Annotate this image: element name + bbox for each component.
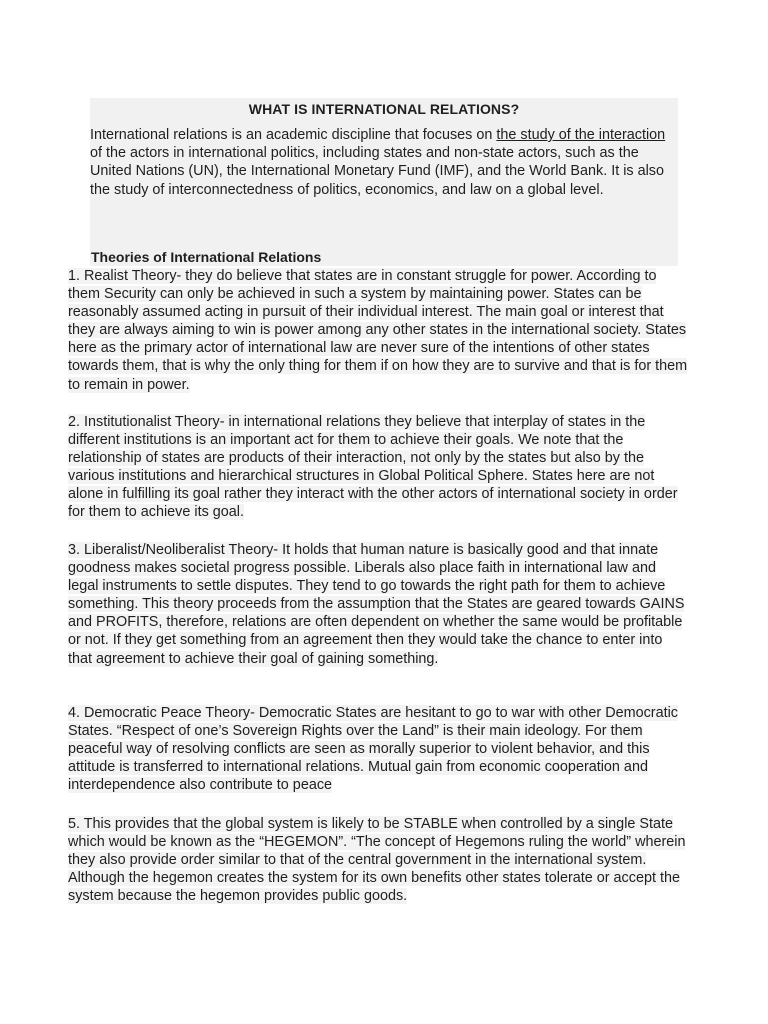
paragraph-text: 2. Institutionalist Theory- in international relations they believe that interplay of states in the different institutions is an important act for them to achieve their goals. We note that the relationship of states are products of their interaction, not only by the states but also by the various institutions and hierarchical structures in Global Political Sphere. States here are not alone in fulfilling its goal rather they interact with the other actors of international society in order for them to achieve its goal. [68,414,678,521]
paragraph-hegemonic-stability [68,815,688,905]
paragraph-institutionalist-theory [68,413,688,522]
paragraph-text: 5. This provides that the global system is likely to be STABLE when controlled by a single State which would be known as the “HEGEMON”. “The concept of Hegemons ruling the world” wherein they also provide order similar to that of the central government in the international system. Although the hegemon creates the system for its own benefits other states tolerate or accept the system because the hegemon provides public goods. [68,816,686,905]
paragraph-realist-theory [68,267,688,394]
intro-text-before: International relations is an academic discipline that focuses on [90,127,497,143]
paragraph-democratic-peace-theory [68,704,688,794]
theories-heading: Theories of International Relations [91,249,322,265]
paragraph-text: 1. Realist Theory- they do believe that states are in constant struggle for power. According to them Security can only be achieved in such a system by maintaining power. States can be reasonably assumed acting in pursuit of their individual interest. The main goal or interest that they are always aiming to win is power among any other states in the international society. States here as the primary actor of international law are never sure of the intentions of other states towards them, that is why the only thing for them if on how they are to survive and that is for them to remain in power. [68,268,688,393]
paragraph-liberalist-theory [68,541,688,668]
paragraph-text: 4. Democratic Peace Theory- Democratic States are hesitant to go to war with other Democratic States. “Respect of one’s Sovereign Rights over the Land” is their main ideology. For them peaceful way of resolving conflicts are seen as morally superior to violent behavior, and this attitude is transferred to international relations. Mutual gain from economic cooperation and interdependence also contribute to peace [68,705,678,794]
intro-underlined-phrase: the study of the interaction [496,127,666,143]
intro-paragraph [90,126,680,199]
intro-text-after: of the actors in international politics, including states and non-state actors, such as the United Nations (UN), the International Monetary Fund (IMF), and the World Bank. It is also the study of interconnectedness of politics, economics, and law on a global level. [90,145,665,198]
paragraph-text: 3. Liberalist/Neoliberalist Theory- It holds that human nature is basically good and that innate goodness makes societal progress possible. Liberals also place faith in international law and legal instruments to settle disputes. They tend to go towards the right path for them to achieve something. This theory proceeds from the assumption that the States are geared towards GAINS and PROFITS, therefore, relations are often dependent on whether the same would be profitable or not. If they get something from an agreement then they would take the chance to enter into that agreement to achieve their goal of gaining something. [68,542,685,667]
document-title: WHAT IS INTERNATIONAL RELATIONS? [248,101,520,117]
